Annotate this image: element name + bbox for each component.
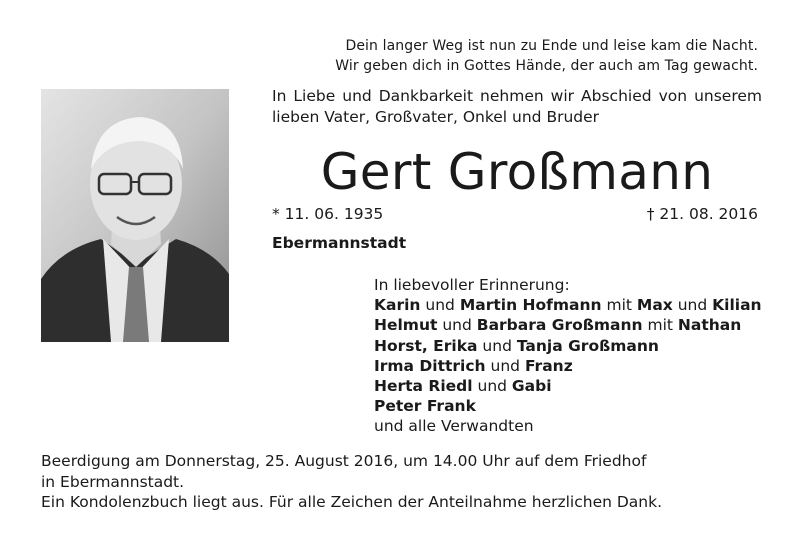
mourner-name: Helmut [374, 316, 438, 335]
birth-date: * 11. 06. 1935 [272, 205, 384, 223]
funeral-line-2: in Ebermannstadt. [41, 472, 185, 491]
mourner-name: Martin Hofmann [459, 296, 602, 315]
intro-text: In Liebe und Dankbarkeit nehmen wir Abschied von unserem lieben Vater, Großvater, Onkel und Bruder [272, 87, 762, 126]
mourner-name: Max [636, 296, 673, 315]
mourner-name: Gabi [511, 377, 552, 396]
mourner-name: Irma Dittrich [374, 356, 486, 375]
mourner-name: Horst, Erika [374, 336, 478, 355]
mourners-closing: und alle Verwandten [374, 417, 534, 436]
mourner-row [374, 295, 762, 315]
deceased-name: Gert Großmann [320, 143, 714, 201]
mourner-name: Kilian [712, 296, 762, 315]
mourners-heading: In liebevoller Erinnerung: [374, 276, 570, 294]
portrait-image [41, 89, 229, 342]
connector: und [485, 356, 525, 375]
connector: und [472, 377, 512, 396]
mourner-row [374, 315, 762, 335]
mourner-name: Barbara Großmann [476, 316, 643, 335]
mourner-name: Herta Riedl [374, 377, 473, 396]
mourner-name: Tanja Großmann [516, 336, 659, 355]
mourner-name: Karin [374, 296, 421, 315]
connector: mit [601, 296, 637, 315]
mourner-row [374, 356, 762, 376]
connector: und [420, 296, 460, 315]
mourner-row [374, 396, 762, 416]
mourner-name: Nathan [677, 316, 742, 335]
mourner-row [374, 336, 762, 356]
portrait-photo [41, 89, 229, 342]
verse-line-1: Dein langer Weg ist nun zu Ende und leise kam die Nacht. [345, 38, 758, 54]
mourners-list [374, 275, 762, 437]
mourner-name: Peter Frank [374, 397, 476, 416]
connector: und [437, 316, 477, 335]
funeral-line-1: Beerdigung am Donnerstag, 25. August 2016, um 14.00 Uhr auf dem Friedhof [41, 452, 647, 470]
connector: und [672, 296, 713, 315]
memorial-verse [335, 36, 758, 76]
mourner-name: Franz [524, 356, 573, 375]
funeral-line-3: Ein Kondolenzbuch liegt aus. Für alle Zeichen der Anteilnahme herzlichen Dank. [41, 493, 663, 511]
connector: mit [642, 316, 678, 335]
death-date: † 21. 08. 2016 [646, 205, 758, 223]
hometown: Ebermannstadt [272, 234, 407, 252]
mourner-row [374, 376, 762, 396]
connector: und [477, 336, 517, 355]
funeral-notice [41, 451, 662, 513]
verse-line-2: Wir geben dich in Gottes Hände, der auch am Tag gewacht. [335, 58, 758, 74]
